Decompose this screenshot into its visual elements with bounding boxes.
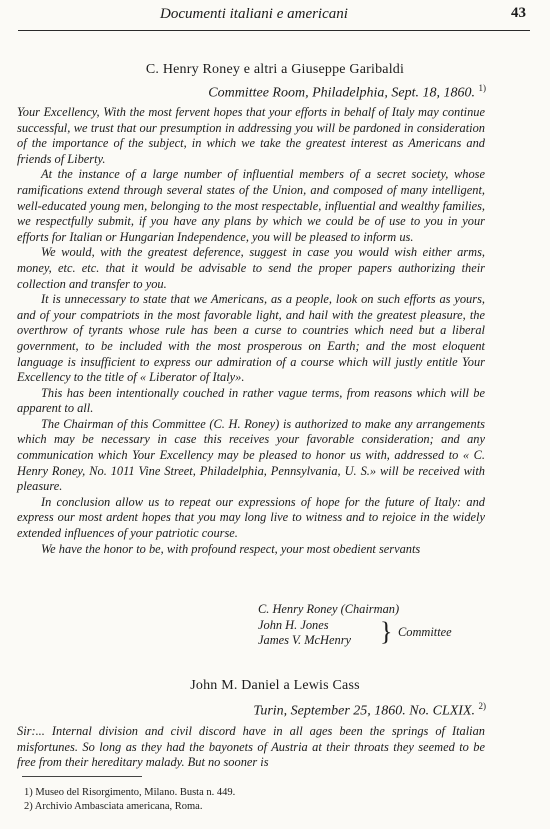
running-header xyxy=(18,0,530,31)
paragraph: In conclusion allow us to repeat our expressions of hope for the future of Italy: and express our most ardent hopes that you may long live to witness and to rejoice in the widely extended influences of your patriotic course. xyxy=(17,494,485,541)
page-number: 43 xyxy=(511,5,526,21)
letter1-footnote-marker: 1) xyxy=(478,83,486,93)
signature-block xyxy=(258,602,498,649)
paragraph: The Chairman of this Committee (C. H. Roney) is authorized to make any arrangements which may be necessary in case this receives your favorable consideration; and any communication which Your Excellency may be pleased to honor us with, addressed to « C. Henry Roney, No. 1011 Vine Street, Philadelphia, Pennsylvania, U. S.» will be received with pleasure. xyxy=(17,416,485,494)
letter1-body xyxy=(17,105,485,557)
footnotes xyxy=(24,786,235,814)
letter1-dateline xyxy=(208,83,486,102)
signature-member: John H. Jones xyxy=(258,617,329,632)
signature-member: James V. McHenry xyxy=(258,633,352,648)
paragraph: Sir:... Internal division and civil discord have in all ages been the springs of Italian misfortunes. So long as they had the bayonets of Austria at their throats they seemed to be free from their hereditary malady. But no sooner is xyxy=(17,724,485,770)
letter2-dateline-text: Turin, September 25, 1860. No. CLXIX. xyxy=(253,703,475,719)
running-title: Documenti italiani e americani xyxy=(160,6,348,22)
letter2-dateline xyxy=(253,701,486,720)
footnote: 2) Archivio Ambasciata americana, Roma. xyxy=(24,801,203,812)
letter2-footnote-marker: 2) xyxy=(478,701,486,711)
paragraph: Your Excellency, With the most fervent hopes that your efforts in behalf of Italy may continue successful, we trust that our presumption in addressing you will be pardoned in consideration of the importance of the subject, in which we take the greatest interest as Americans and friends of Liberty. xyxy=(17,105,485,166)
committee-label: Committee xyxy=(398,625,452,639)
letter1-dateline-text: Committee Room, Philadelphia, Sept. 18, 1860. xyxy=(208,85,475,101)
brace-symbol: } xyxy=(380,617,393,646)
paragraph: At the instance of a large number of influential members of a secret society, whose ramifications extend through several states of the Union, and composed of many intelligent, well-educated young men, belonging to the most respectable, influential and wealthy families, we respectfully submit, if you have any plans by which we could be of use to you in your efforts for Italian or Hungarian Independence, you will be pleased to inform us. xyxy=(17,167,485,244)
paragraph: We have the honor to be, with profound respect, your most obedient servants xyxy=(41,541,421,556)
letter2-heading: John M. Daniel a Lewis Cass xyxy=(190,678,360,693)
letter2-body xyxy=(17,724,485,771)
paragraph: This has been intentionally couched in rather vague terms, from reasons which will be apparent to all. xyxy=(17,385,485,416)
paragraph: We would, with the greatest deference, suggest in case you would wish either arms, money, etc. etc. that it would be advisable to send the proper papers authorizing their collection and transfer to you. xyxy=(17,245,485,291)
footnote: 1) Museo del Risorgimento, Milano. Busta n. 449. xyxy=(24,787,236,798)
signature-chairman: C. Henry Roney (Chairman) xyxy=(258,602,400,616)
paragraph: It is unnecessary to state that we Americans, as a people, look on such efforts as yours, and of your compatriots in the most favorable light, and hail with the greatest pleasure, the overthrow of tyrants whose rule has been a curse to countries which need but a liberal government, to be included with the most prosperous on Earth; and the most eloquent language is insufficient to express our admiration of a course which will justly entitle Your Excellency to the title of « Liberator of Italy». xyxy=(17,292,485,385)
footnote-divider xyxy=(22,776,142,777)
letter1-heading: C. Henry Roney e altri a Giuseppe Garibaldi xyxy=(145,62,405,77)
